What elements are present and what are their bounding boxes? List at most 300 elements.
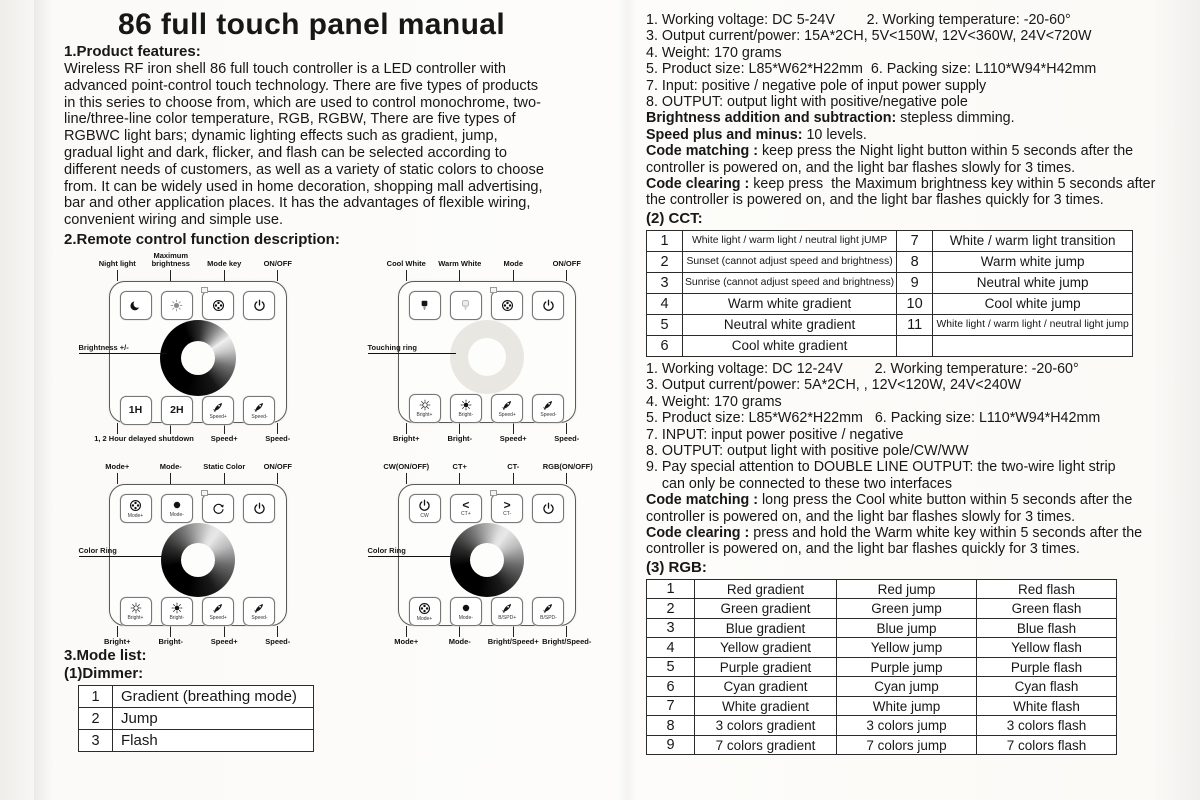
button-sub-label: Bright+: [416, 412, 433, 419]
ring-label: Color Ring: [79, 546, 167, 557]
span: keep press the Night light button within 5 seconds after the controller is powered on, and the light bar flashes slowly for 3 times.: [646, 143, 1138, 176]
table-row: [647, 618, 1117, 638]
b: Brightness addition and subtraction:: [646, 110, 897, 127]
remote-top-labels: [91, 251, 305, 281]
cct-heading: (2) CCT:: [646, 209, 703, 227]
path: [545, 604, 553, 612]
table-row: [647, 251, 1133, 272]
ring-label: Color Ring: [368, 546, 456, 557]
leader-line: [224, 473, 225, 484]
spec-line: 3. Output current/power: 5A*2CH, , 12V<120W, 24V<240W: [646, 377, 1022, 394]
b: Code matching :: [646, 492, 758, 509]
button-sub-label: Bright+: [127, 615, 144, 622]
div: [540, 260, 594, 281]
button-text: 1H: [128, 404, 143, 417]
div: [487, 423, 541, 434]
table-row: [647, 638, 1117, 658]
remote-top-label: ON/OFF: [263, 259, 292, 269]
div: [144, 626, 198, 637]
table-cell: Cool white gradient: [683, 335, 897, 356]
cct-remote: [367, 251, 594, 444]
spec-line: 7. INPUT: input power positive / negative: [646, 426, 904, 443]
svg: [500, 601, 514, 615]
btn-bright+: [409, 394, 441, 423]
leader-line: [277, 270, 278, 281]
circle: [260, 405, 262, 407]
table-row: [647, 657, 1117, 677]
button-sub-label: Bright-: [458, 412, 474, 419]
table-cell: Jump: [113, 708, 314, 730]
notes-block-2: [646, 492, 1156, 558]
btn-power: [243, 291, 275, 320]
bottom-leader-lines: [380, 626, 594, 637]
svg: [417, 498, 432, 513]
top-button-row: [409, 494, 565, 523]
remote-bottom-label: Speed+: [499, 433, 527, 443]
button-sub-label: CT-: [503, 511, 512, 518]
btn-speed+: [202, 396, 234, 425]
leader-line: [513, 626, 514, 637]
b: Code clearing :: [646, 176, 750, 193]
rgb-remote: [78, 454, 305, 647]
spec-line: 9. Pay special attention to DOUBLE LINE OUTPUT: the two-wire light strip: [646, 459, 1116, 476]
bottom-button-row: [120, 396, 276, 425]
table-row: [647, 230, 1133, 251]
power-icon: [417, 498, 432, 513]
spec-line: [646, 110, 1156, 126]
table-row: [79, 730, 314, 752]
table-row: [647, 579, 1117, 599]
ring-row: [409, 523, 565, 597]
table-cell: White light / warm light / neutral light jump: [933, 314, 1133, 335]
table-cell: Neutral white jump: [933, 272, 1133, 293]
table-cell: 2: [647, 599, 695, 619]
remote-bottom-label: Speed-: [554, 433, 580, 443]
remote-top-label: Warm White: [438, 259, 482, 269]
mode-wheel-icon: [128, 498, 143, 513]
button-sub-label: Mode+: [127, 512, 144, 519]
circle: [506, 307, 508, 309]
button-sub-label: Mode-: [169, 512, 184, 519]
remote-bottom-label: Bright/Speed+: [487, 636, 539, 646]
btn-speed+: [202, 597, 234, 626]
table-row: [647, 293, 1133, 314]
circle: [132, 504, 134, 506]
circle: [423, 604, 425, 606]
power-icon: [541, 298, 556, 313]
remote-bottom-label: Speed+: [210, 433, 238, 443]
remote-top-label: Mode: [503, 259, 524, 269]
div: [487, 260, 541, 281]
div: [198, 626, 252, 637]
power-icon: [541, 501, 556, 516]
leader-line: [406, 626, 407, 637]
leader-line: [117, 626, 118, 637]
svg: [541, 601, 555, 615]
spec-line: 1. Working voltage: DC 5-24V 2. Working temperature: -20-60°: [646, 12, 1071, 28]
div: [380, 463, 434, 484]
table-cell: White gradient: [695, 696, 837, 716]
svg: [128, 498, 143, 513]
table-cell: Gradient (breathing mode): [113, 686, 314, 708]
btn-cw: [409, 494, 441, 523]
spec-line: 3. Output current/power: 15A*2CH, 5V<150W, 12V<360W, 24V<720W: [646, 28, 1092, 45]
button-sub-label: B/SPD+: [498, 615, 517, 622]
btn-b/spd-: [532, 597, 564, 626]
svg: [129, 601, 143, 615]
power-icon: [252, 501, 267, 516]
table-cell: Cyan gradient: [695, 677, 837, 697]
rocket-icon: [211, 400, 225, 414]
spec-line: [646, 127, 1156, 143]
remote-top-label: Mode+: [105, 461, 130, 471]
circle: [220, 304, 222, 306]
sun-filled-icon: [170, 601, 184, 615]
table-cell: 11: [897, 314, 933, 335]
rect: [422, 301, 428, 306]
indicator-led: [201, 490, 208, 496]
button-sub-label: Mode-: [458, 615, 473, 622]
btn-mode-: [450, 597, 482, 626]
left-column: [64, 8, 620, 756]
path: [504, 604, 512, 612]
svg: [170, 601, 184, 615]
remote-top-label: Mode-: [159, 461, 182, 471]
table-cell: [897, 335, 933, 356]
circle: [217, 302, 219, 304]
remote-top-label: CT-: [507, 461, 520, 471]
ring-row: [409, 320, 565, 394]
ring-label: Brightness +/-: [79, 343, 167, 354]
ring-row: [120, 320, 276, 396]
remote-bottom-label: Bright+: [393, 433, 420, 443]
color-ring: [450, 523, 524, 597]
table-row: [647, 735, 1117, 755]
rgb-cct-remote: [367, 454, 594, 647]
table-cell: Green gradient: [695, 599, 837, 619]
circle: [463, 403, 468, 408]
btn-speed-: [243, 597, 275, 626]
leader-line: [277, 423, 278, 434]
svg: [541, 298, 556, 313]
swirl-icon: [211, 501, 226, 516]
chevron-icon: <: [462, 498, 470, 513]
indicator-led: [201, 287, 208, 293]
table-cell: 3: [647, 272, 683, 293]
table-cell: 3 colors flash: [977, 716, 1117, 736]
div: [380, 423, 434, 434]
table-cell: 3 colors gradient: [695, 716, 837, 736]
table: [646, 579, 1117, 756]
leader-line: [566, 626, 567, 637]
touch-ring: [450, 320, 524, 394]
circle: [214, 304, 216, 306]
btn-speed-: [243, 396, 275, 425]
div: [540, 626, 594, 637]
btn-bright-: [161, 597, 193, 626]
svg: [459, 398, 473, 412]
circle: [134, 501, 136, 503]
circle: [507, 403, 509, 405]
btn-sun-dim: [161, 291, 193, 320]
btn-2h: [161, 396, 193, 425]
table: [78, 685, 314, 752]
table-cell: Sunrise (cannot adjust speed and brightness): [683, 272, 897, 293]
ring-hole: [470, 543, 504, 577]
circle: [174, 606, 179, 611]
button-sub-label: Mode+: [416, 615, 433, 622]
bottom-button-row: [409, 597, 565, 626]
leader-line: [224, 626, 225, 637]
chevron-icon: >: [503, 498, 511, 513]
table-cell: 4: [647, 638, 695, 658]
circle: [134, 300, 142, 308]
table-cell: Green flash: [977, 599, 1117, 619]
circle: [549, 606, 551, 608]
btn-power: [532, 291, 564, 320]
table-cell: White flash: [977, 696, 1117, 716]
table-row: [647, 716, 1117, 736]
rgb-heading: (3) RGB:: [646, 558, 707, 576]
div: [540, 463, 594, 484]
spec-line: 4. Weight: 170 grams: [646, 393, 782, 410]
button-sub-label: Speed-: [251, 615, 268, 622]
leader-line: [566, 270, 567, 281]
rocket-icon: [541, 601, 555, 615]
table-cell: 6: [647, 677, 695, 697]
circle-filled-icon: [170, 498, 184, 512]
remote-bottom-label: Speed+: [210, 636, 238, 646]
leader-line: [459, 270, 460, 281]
table-row: [647, 696, 1117, 716]
table-cell: 7: [647, 696, 695, 716]
svg: [128, 298, 143, 313]
table-cell: Red jump: [837, 579, 977, 599]
svg: [169, 298, 184, 313]
svg: [458, 298, 473, 313]
div: [251, 626, 305, 637]
circle: [503, 304, 505, 306]
circle: [422, 403, 426, 407]
btn-bright+: [120, 597, 152, 626]
spec-line: 5. Product size: L85*W62*H22mm 6. Packing size: L110*W94*H42mm: [646, 410, 1101, 427]
remote-diagrams: [64, 251, 620, 646]
table-cell: Cyan jump: [837, 677, 977, 697]
div: [487, 626, 541, 637]
button-sub-label: Speed+: [209, 414, 227, 421]
div: [144, 252, 198, 281]
path: [215, 604, 223, 612]
table-cell: Blue jump: [837, 618, 977, 638]
remote-bottom-label: Speed-: [265, 433, 291, 443]
table-cell: Warm white gradient: [683, 293, 897, 314]
circle: [463, 605, 469, 611]
spec-line: 4. Weight: 170 grams: [646, 44, 782, 61]
path: [464, 306, 467, 310]
mode-list-heading: 3.Mode list:: [64, 647, 147, 665]
remote-bottom-label: Bright/Speed-: [542, 636, 592, 646]
div: [198, 260, 252, 281]
top-button-row: [120, 291, 276, 320]
span: 10 levels.: [802, 126, 867, 143]
ring-label: Touching ring: [368, 343, 456, 354]
btn-bulb-light: [450, 291, 482, 320]
button-sub-label: CW: [420, 512, 429, 519]
spec-line: can only be connected to these two interfaces: [646, 475, 952, 492]
path: [130, 603, 140, 613]
leader-line: [513, 473, 514, 484]
button-sub-label: CT+: [461, 511, 471, 518]
spec-line: [646, 143, 1156, 176]
button-sub-label: Bright-: [169, 615, 185, 622]
leader-line: [277, 473, 278, 484]
top-button-row: [409, 291, 565, 320]
remote-bottom-labels: [91, 638, 305, 647]
circle: [423, 609, 425, 611]
table-cell: 6: [647, 335, 683, 356]
table-cell: White light / warm light / neutral light jUMP: [683, 230, 897, 251]
button-sub-label: B/SPD-: [540, 615, 557, 622]
dimmer-remote: [78, 250, 305, 444]
svg: [500, 398, 514, 412]
remote-top-label: Mode key: [207, 259, 242, 269]
dimmer-heading: (1)Dimmer:: [64, 665, 144, 683]
cct-table: [646, 230, 1156, 357]
btn-power: [532, 494, 564, 523]
leader-line: [459, 626, 460, 637]
div: [144, 463, 198, 484]
svg: [417, 298, 432, 313]
path: [423, 306, 426, 310]
circle: [507, 606, 509, 608]
div: [540, 423, 594, 434]
table-cell: 7 colors flash: [977, 735, 1117, 755]
remote-description-heading: 2.Remote control function description:: [64, 230, 340, 248]
table-cell: 3 colors jump: [837, 716, 977, 736]
svg: [417, 601, 432, 616]
remote-top-label: Maximum brightness: [151, 250, 190, 269]
sun-outline-icon: [418, 398, 432, 412]
remote-bottom-label: Bright-: [158, 636, 184, 646]
power-icon: [252, 298, 267, 313]
table: [646, 230, 1133, 357]
ring-hole: [181, 543, 215, 577]
leader-line: [170, 626, 171, 637]
table-cell: 3: [79, 730, 113, 752]
rocket-icon: [252, 400, 266, 414]
rgb-table: [646, 579, 1156, 756]
spec-line: [646, 176, 1160, 209]
bottom-leader-lines: [380, 423, 594, 434]
btn-bulb-dark: [409, 291, 441, 320]
remote-bottom-labels: [380, 435, 594, 444]
table-cell: Neutral white gradient: [683, 314, 897, 335]
rocket-icon: [500, 398, 514, 412]
btn-speed+: [491, 394, 523, 423]
table-cell: 8: [897, 251, 933, 272]
svg: [459, 601, 473, 615]
div: [91, 626, 145, 637]
table-cell: [933, 335, 1133, 356]
mode-wheel-icon: [500, 298, 515, 313]
leader-line: [170, 473, 171, 484]
table-row: [647, 677, 1117, 697]
svg: [211, 298, 226, 313]
leader-line: [513, 423, 514, 434]
remote-top-labels: [91, 454, 305, 484]
features-paragraph: Wireless RF iron shell 86 full touch controller is a LED controller with advanced point-control touch technology. There are five types of products in this series to choose from, which are used to control monochrome, two-line/three-line color temperature, RGB, RGBW, There are five types of RGBWC light bars; dynamic lighting effects such as gradient, jump, gradual light and dark, flicker, and flash can be selected according to different needs of customers, as well as a variety of static colors to choose from. It can be widely used in home decoration, shopping mall advertising, bar and other application places. It has the advantages of flexible wiring, convenient wiring and simple use.: [64, 61, 544, 229]
rect: [463, 301, 469, 306]
table-cell: Blue flash: [977, 618, 1117, 638]
leader-line: [406, 270, 407, 281]
circle: [134, 506, 136, 508]
brightness-ring: [160, 320, 236, 396]
table-cell: 7 colors gradient: [695, 735, 837, 755]
b: Code matching :: [646, 143, 758, 160]
remote-bottom-label: Bright+: [104, 636, 131, 646]
button-sub-label: Speed-: [540, 412, 557, 419]
leader-line: [566, 423, 567, 434]
path: [419, 400, 429, 410]
span: long press the Cool white button within 5 seconds after the controller is powered on, and the light bar flashes slowly for 3 times.: [646, 492, 1137, 525]
table-cell: Sunset (cannot adjust speed and brightness): [683, 251, 897, 272]
notes-block-1: [646, 110, 1160, 209]
circle: [260, 606, 262, 608]
ring-hole: [468, 338, 506, 376]
spec-line: 8. OUTPUT: output light with positive/negative pole: [646, 94, 968, 111]
table-cell: 7 colors jump: [837, 735, 977, 755]
table-cell: White / warm light transition: [933, 230, 1133, 251]
table-cell: Purple jump: [837, 657, 977, 677]
div: [433, 626, 487, 637]
table-cell: Flash: [113, 730, 314, 752]
sun-filled-icon: [459, 398, 473, 412]
leader-line: [117, 270, 118, 281]
div: [251, 463, 305, 484]
table-cell: 1: [647, 579, 695, 599]
circle: [549, 403, 551, 405]
rocket-icon: [541, 398, 555, 412]
leader-line: [566, 473, 567, 484]
svg: [418, 398, 432, 412]
path: [256, 604, 264, 612]
spec-line: [646, 492, 1156, 525]
remote-bottom-labels: [91, 435, 305, 444]
spec-line: 8. OUTPUT: output light with positive pole/CW/WW: [646, 442, 969, 459]
div: [380, 260, 434, 281]
leader-line: [513, 270, 514, 281]
svg: [252, 298, 267, 313]
btn-ct+: [450, 494, 482, 523]
indicator-led: [490, 287, 497, 293]
leader-line: [406, 473, 407, 484]
b: Code clearing :: [646, 524, 750, 541]
remote-top-label: ON/OFF: [263, 461, 292, 471]
table-row: [79, 708, 314, 730]
spec-line: 5. Product size: L85*W62*H22mm 6. Packing size: L110*W94*H42mm: [646, 61, 1097, 78]
span: stepless dimming.: [896, 110, 1015, 127]
span: keep press the Maximum brightness key within 5 seconds after the controller is powered on, and the light bar flashes quickly for 3 times.: [646, 176, 1160, 209]
specs-block-1: [646, 12, 1156, 110]
table-cell: 5: [647, 314, 683, 335]
remote-top-label: RGB(ON/OFF): [542, 461, 593, 471]
circle: [506, 302, 508, 304]
remote-top-label: CT+: [452, 461, 467, 471]
div: [91, 463, 145, 484]
remote-top-label: ON/OFF: [552, 259, 581, 269]
div: [487, 463, 541, 484]
circle: [218, 405, 220, 407]
